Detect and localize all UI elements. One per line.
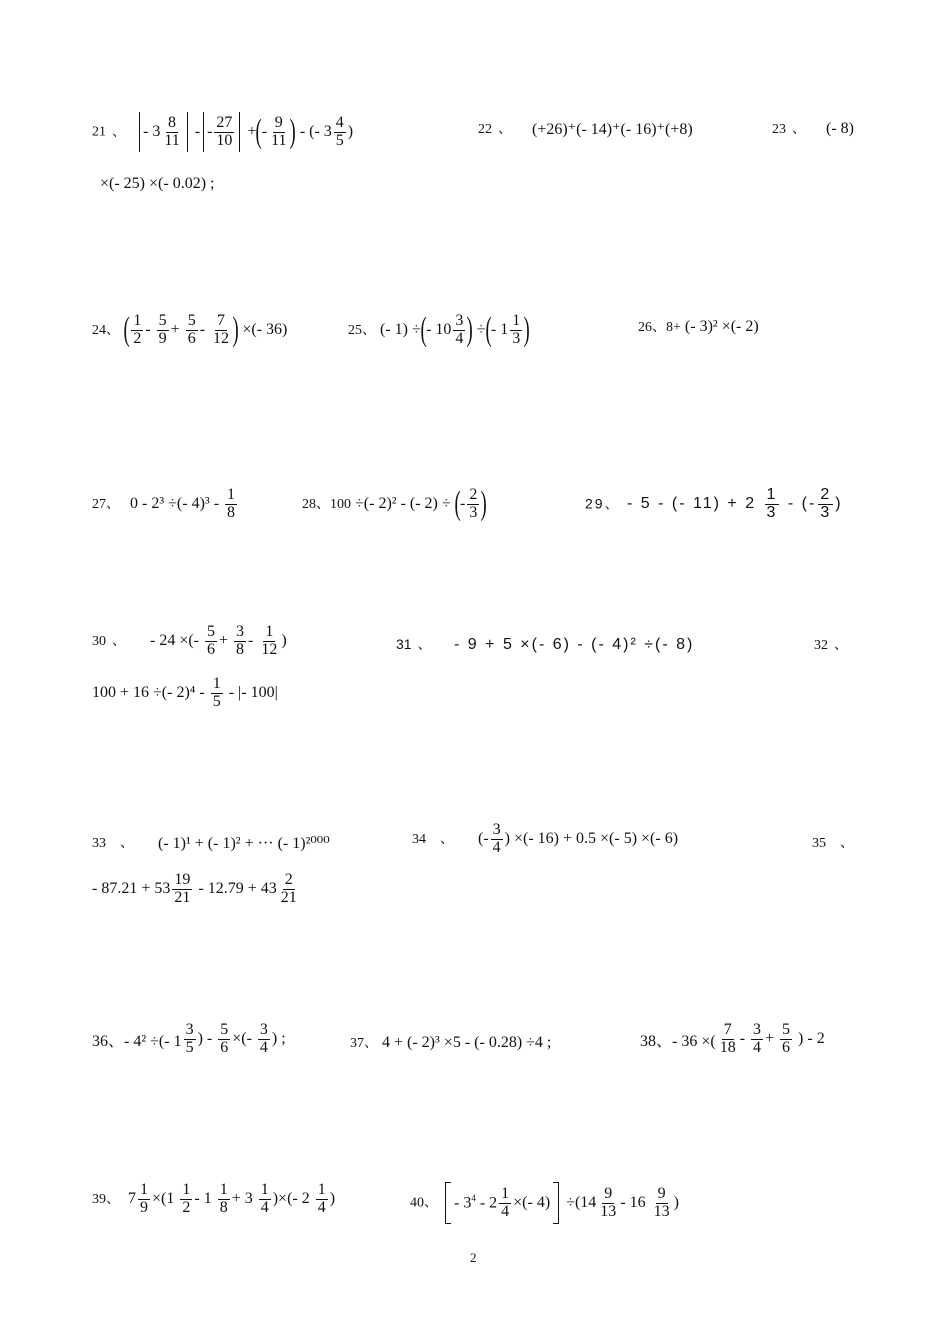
problem-26: 26、8+ (- 3)² ×(- 2) [638, 318, 759, 336]
problem-27: 27、 0 - 2³ ÷(- 4)³ - $\frac{1}{8}$ [92, 486, 236, 521]
problem-32-continued: 100 + 16 ÷(- 2)⁴ - $\frac{1}{5}$ - |- 100| [92, 675, 278, 710]
problem-28: 28、100 ÷(- 2)² - (- 2) ÷ (- $\frac{2}{3}$ ) [302, 485, 488, 523]
problem-25: 25、 (- 1) ÷(- 10 $\frac{3}{4}$ ) ÷(- 1 $\frac{1}{3}$ ) [348, 311, 530, 349]
problem-38: 38、- 36 ×( $\frac{7}{18}$ - $\frac{3}{4}$ + $\frac{5}{6}$ ) - 2 [640, 1021, 825, 1056]
problem-33: 33 、 (- 1)¹ + (- 1)² + ··· (- 1)²⁰⁰⁰ [92, 835, 330, 853]
problem-24: 24、 ( $\frac{1}{2}$ - $\frac{5}{9}$ + $\frac{5}{6}$ - $\frac{7}{12}$ ) ×(- 36) [92, 311, 288, 349]
problem-23: 23 、 (- 8) [772, 120, 854, 138]
problem-39: 39、 7 $\frac{1}{9}$ ×(1 $\frac{1}{2}$ - 1 $\frac{1}{8}$ + 3 $\frac{1}{4}$ )×(- 2 $\frac{1}{4}$ ) [92, 1181, 336, 1216]
problem-35-continued: - 87.21 + 53 $\frac{19}{21}$ - 12.79 + 43 $\frac{2}{21}$ [92, 871, 297, 906]
page-number: 2 [470, 1250, 477, 1265]
problem-32: 32 、 [814, 638, 848, 653]
problem-34: 34 、 (- $\frac{3}{4}$ ) ×(- 16) + 0.5 ×(- 5) ×(- 6) [412, 821, 679, 856]
problem-21: 21 、 - 3 $\frac{8}{11}$ - - $\frac{27}{10}$ +(- $\frac{9}{11}$ ) - (- 3 $\frac{4}{5}$ ) [92, 113, 354, 150]
problem-37: 37、 4 + (- 2)³ ×5 - (- 0.28) ÷4 ; [350, 1034, 552, 1052]
problem-22: 22 、 (+26)⁺(- 14)⁺(- 16)⁺(+8) [478, 121, 693, 139]
problem-30: 30 、 - 24 ×(- $\frac{5}{6}$ + $\frac{3}{8}$ - $\frac{1}{12}$ ) [92, 623, 287, 658]
problem-40: 40、 - $3^4 - 2$ $\frac{1}{4}$ ×(- 4) ÷(14 $\frac{9}{13}$ - 16 $\frac{9}{13}$ ) [410, 1182, 679, 1224]
problem-23-continued: ×(- 25) ×(- 0.02) ; [100, 175, 215, 192]
problem-29: 29、 - 5 - (- 11) + 2 $\frac{1}{3}$ - (- $\frac{2}{3}$ ) [585, 486, 843, 521]
problem-36: 36、- 4² ÷(- 1 $\frac{3}{5}$ ) - $\frac{5}{6}$ ×(- $\frac{3}{4}$ ) ; [92, 1021, 286, 1056]
problem-31: 31 、 - 9 + 5 ×(- 6) - (- 4)² ÷(- 8) [396, 635, 695, 653]
problem-35: 35 、 [812, 836, 854, 851]
problem-number: 21 [92, 124, 106, 140]
